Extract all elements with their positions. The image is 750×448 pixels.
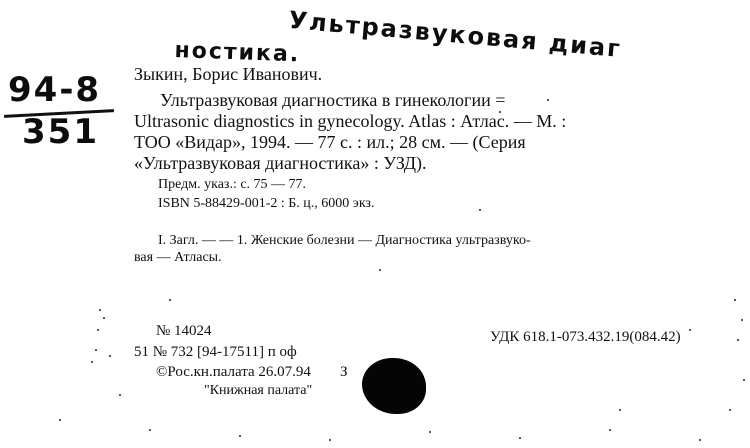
call-number-bottom: 351	[22, 112, 99, 152]
copyright-line: ©Рос.кн.палата 26.07.94	[156, 364, 311, 380]
title-line-1: Ультразвуковая диагностика в гинекологии =	[160, 90, 506, 110]
order-number: 51 № 732 [94-17511] п оф	[134, 344, 297, 360]
title-line-4: «Ультразвуковая диагностика» : УЗД).	[134, 153, 427, 173]
title-line-2: Ultrasonic diagnostics in gynecology. Atlas : Атлас. — М. :	[134, 111, 567, 131]
subjects-line-2: вая — Атласы.	[134, 250, 222, 265]
copyright-line-tail: З	[340, 364, 348, 380]
udk-code: УДК 618.1-073.432.19(084.42)	[490, 329, 681, 345]
handwritten-title: Ультразвуковая диаг	[287, 6, 623, 64]
subjects-line-1: I. Загл. — — 1. Женские болезни — Диагностика ультразвуко-	[158, 233, 531, 248]
subject-index-note: Предм. указ.: с. 75 — 77.	[158, 177, 307, 192]
author-heading: Зыкин, Борис Иванович.	[134, 64, 323, 84]
handwritten-title-continuation: ностика.	[174, 38, 301, 68]
isbn-line: ISBN 5-88429-001-2 : Б. ц., 6000 экз.	[158, 196, 375, 211]
title-line-3: ТОО «Видар», 1994. — 77 с. : ил.; 28 см. — (Серия	[134, 132, 526, 152]
ink-blot	[362, 358, 426, 414]
publisher-line: "Книжная палата"	[204, 383, 313, 398]
card-number: № 14024	[156, 323, 212, 339]
call-number-top: 94-8	[8, 70, 102, 110]
